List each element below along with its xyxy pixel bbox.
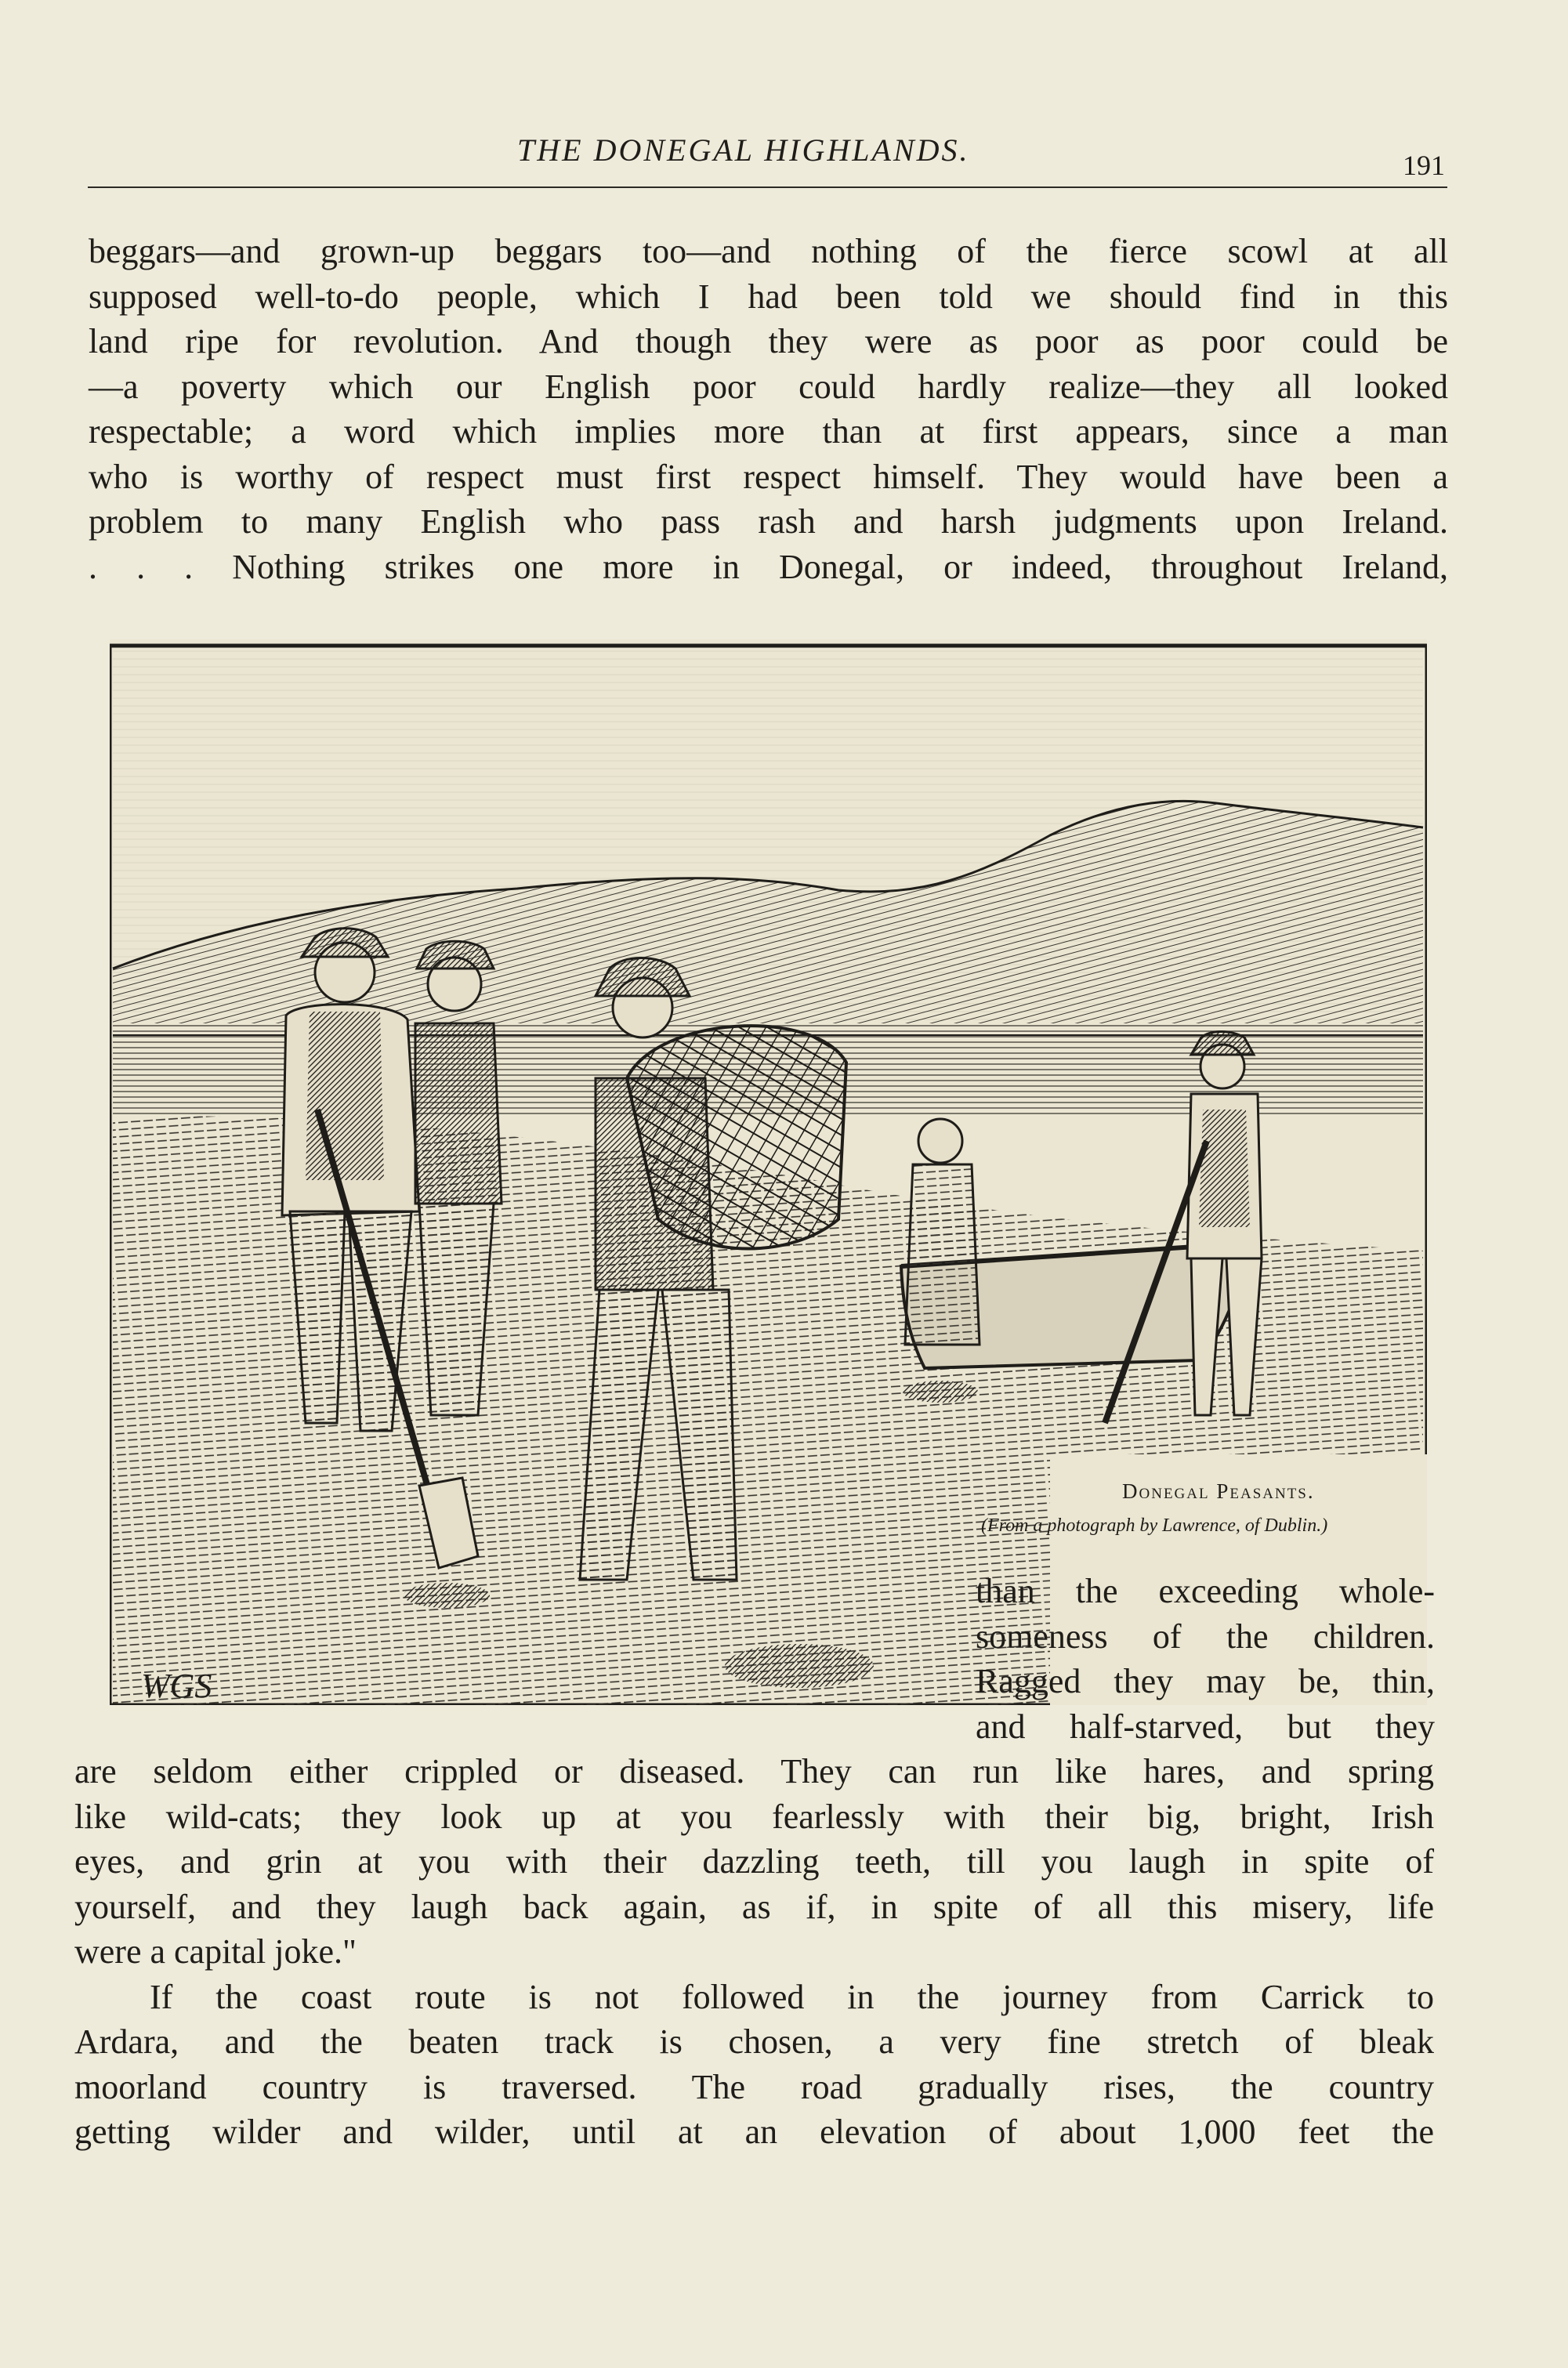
text-line: problem to many English who pass rash and harsh judgments upon Ireland. [89,502,1448,541]
rock [725,1644,874,1688]
text-line: beggars—and grown-up beggars too—and nothing of the fierce scowl at all [89,232,1448,270]
figure-caption-title: Donegal Peasants. [1122,1479,1315,1503]
text-line: getting wilder and wilder, until at an elevation of about 1,000 feet the [74,2113,1434,2151]
text-line: were a capital joke." [74,1932,357,1971]
text-line: who is worthy of respect must first respect himself. They would have been a [89,457,1448,496]
paragraph-top [89,229,1448,589]
text-line: eyes, and grin at you with their dazzling teeth, till you laugh in spite of [74,1842,1434,1881]
text-line: land ripe for revolution. And though they were as poor as poor could be [89,322,1448,360]
figure-caption-credit: (From a photograph by Lawrence, of Dublin.) [981,1515,1328,1536]
text-line: supposed well-to-do people, which I had been told we should find in this [89,277,1448,316]
text-line: respectable; a word which implies more than at first appears, since a man [89,412,1448,451]
rock [903,1381,978,1403]
engraving-illustration [110,639,1427,1705]
text-line: Ragged they may be, thin, [976,1662,1435,1700]
text-line: Ardara, and the beaten track is chosen, a very fine stretch of bleak [74,2022,1434,2061]
text-line: yourself, and they laugh back again, as if, in spite of all this misery, life [74,1887,1434,1926]
paragraph-beside-figure [976,1569,1435,1749]
running-head: THE DONEGAL HIGHLANDS. [517,132,970,168]
text-line: and half-starved, but they [976,1707,1435,1746]
engraving-donegal-peasants [110,639,1427,1705]
text-line: are seldom either crippled or diseased. They can run like hares, and spring [74,1752,1434,1790]
engraver-signature: WGS [141,1667,212,1705]
text-line: like wild-cats; they look up at you fearlessly with their big, bright, Irish [74,1797,1434,1836]
text-line: moorland country is traversed. The road gradually rises, the country [74,2067,1434,2106]
text-line: —a poverty which our English poor could hardly realize—they all looked [89,367,1448,406]
text-line: someness of the children. [976,1617,1435,1656]
text-line: If the coast route is not followed in the journey from Carrick to [150,1977,1434,2016]
paragraph-continued [74,1749,1434,2155]
text-line: than the exceeding whole- [976,1572,1435,1610]
header-rule [88,186,1447,188]
page-number: 191 [1403,150,1445,181]
text-line: . . . Nothing strikes one more in Donegal, or indeed, throughout Ireland, [89,547,1448,586]
rock [404,1583,490,1608]
